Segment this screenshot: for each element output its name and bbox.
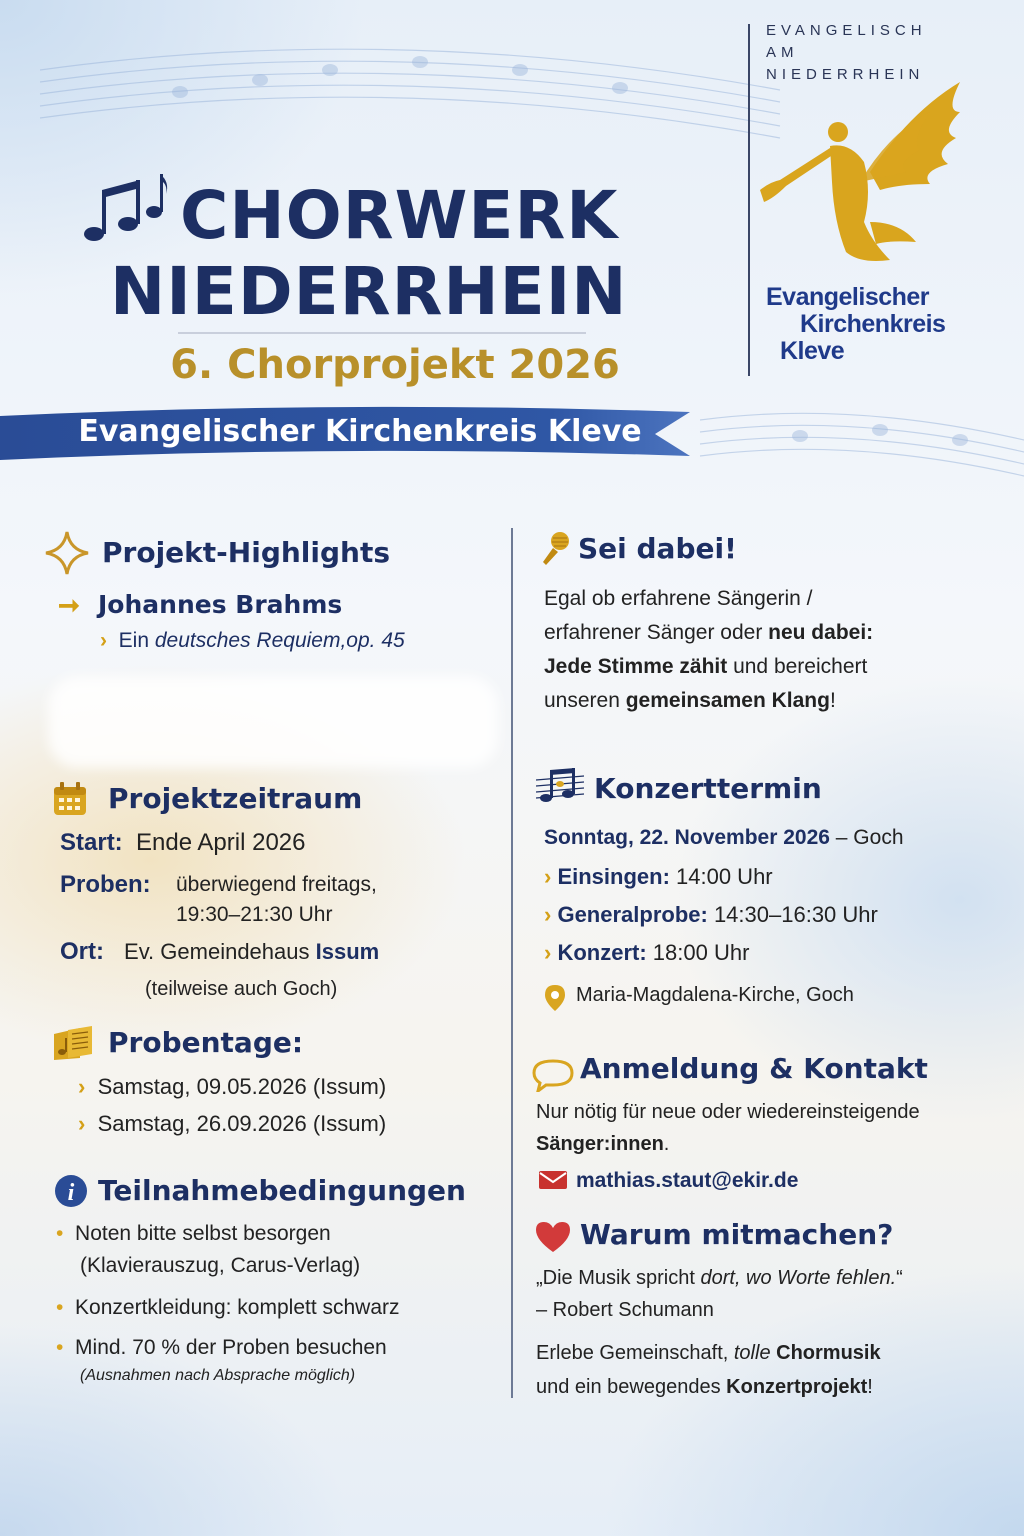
bedingung-1a: Noten bitte selbst besorgen <box>75 1222 331 1245</box>
quote-author: – Robert Schumann <box>536 1299 714 1321</box>
blank-area <box>48 676 498 768</box>
dabei-2a: erfahrener Sänger oder <box>544 621 769 644</box>
start-label: Start: <box>60 829 123 856</box>
list-item <box>78 1068 386 1105</box>
warum-line-1 <box>536 1336 1016 1370</box>
brand-name-3: Kleve <box>780 337 845 365</box>
schedule-value: 14:00 Uhr <box>669 864 773 889</box>
title-divider <box>178 332 586 334</box>
konzert-title: Konzerttermin <box>594 772 822 805</box>
proben-value-1: überwiegend freitags, <box>176 873 377 896</box>
probentag-2: Samstag, 26.09.2026 (Issum) <box>97 1111 387 1136</box>
list-item <box>78 1105 386 1142</box>
brand-name-2: Kirchenkreis <box>800 310 946 338</box>
anmeldung-2a: Sänger:innen <box>536 1133 664 1155</box>
bedingung-2: Konzertkleidung: komplett schwarz <box>75 1296 400 1319</box>
start-row <box>60 826 305 860</box>
dabei-line-4 <box>544 684 1004 718</box>
proben-value-2: 19:30–21:30 Uhr <box>176 903 333 926</box>
dabei-2c: : <box>866 621 874 644</box>
chevron-right-icon: › <box>544 864 552 889</box>
sheet-music-icon <box>52 1024 96 1062</box>
quote-line <box>536 1262 1016 1294</box>
brand-name <box>766 284 986 365</box>
proben-value <box>176 870 377 930</box>
bedingungen-list <box>56 1218 506 1388</box>
chevron-right-icon: › <box>78 1074 86 1099</box>
map-pin-icon <box>544 984 566 1012</box>
bedingung-note: (Ausnahmen nach Absprache möglich) <box>80 1367 356 1384</box>
chevron-right-icon: › <box>100 629 107 652</box>
chevron-right-icon: › <box>544 940 552 965</box>
bedingung-3: Mind. 70 % der Proben besuchen <box>75 1336 387 1359</box>
brand-name-1: Evangelischer <box>766 283 930 311</box>
bedingungen-title: Teilnahmebedingungen <box>98 1174 466 1207</box>
dabei-line-1: Egal ob erfahrene Sängerin / <box>544 587 813 610</box>
warum-2b: Konzertprojekt <box>726 1376 868 1398</box>
chevron-right-icon: › <box>78 1111 86 1136</box>
ort-bold: Issum <box>315 939 380 964</box>
list-item <box>544 896 878 934</box>
dabei-text <box>544 582 1004 718</box>
calendar-icon <box>52 781 88 817</box>
work-title <box>100 626 405 656</box>
composer-name: Johannes Brahms <box>98 590 343 619</box>
warum-text <box>536 1336 1016 1404</box>
work-prefix: Ein <box>118 629 155 652</box>
warum-line-2 <box>536 1370 1016 1404</box>
list-item <box>544 934 878 972</box>
arrow-icon: ➞ <box>58 590 80 620</box>
warum-2a: und ein bewegendes <box>536 1376 727 1398</box>
probentage-list <box>78 1068 386 1142</box>
dabei-line-3 <box>544 650 1004 684</box>
quote-c: “ <box>896 1267 903 1289</box>
subtitle: 6. Chorprojekt 2026 <box>170 342 620 388</box>
warum-1a: Erlebe Gemeinschaft, <box>536 1342 734 1364</box>
banner-title: Evangelischer Kirchenkreis Kleve <box>78 414 642 449</box>
konzert-date <box>544 822 904 854</box>
highlights-title: Projekt-Highlights <box>102 536 391 569</box>
dabei-line-2 <box>544 616 1004 650</box>
sparkle-icon <box>44 530 90 576</box>
dabei-title: Sei dabei! <box>578 532 737 565</box>
anmeldung-line-1: Nur nötig für neue oder wiedereinsteigende <box>536 1101 920 1123</box>
dabei-3b: und bereichert <box>727 655 868 678</box>
brand-divider <box>748 24 750 376</box>
quote-a: „Die Musik spricht <box>536 1267 701 1289</box>
list-item: • Noten bitte selbst besorgen <box>56 1222 331 1245</box>
heart-icon <box>534 1220 572 1254</box>
title-line-2: NIEDERRHEIN <box>110 253 628 330</box>
quote-b: dort, wo Worte fehlen. <box>700 1267 897 1289</box>
anmeldung-title: Anmeldung & Kontakt <box>580 1052 928 1085</box>
info-icon <box>54 1174 88 1208</box>
probentage-title: Probentage: <box>108 1026 304 1059</box>
ort-label: Ort: <box>60 938 104 965</box>
work-italic: deutsches Requiem <box>154 629 341 652</box>
ort-note: (teilweise auch Goch) <box>145 978 338 1000</box>
dabei-3a: Jede Stimme zähit <box>544 655 728 678</box>
schedule-value: 18:00 Uhr <box>646 940 750 965</box>
microphone-icon <box>540 530 572 566</box>
list-item: • Konzertkleidung: komplett schwarz <box>56 1296 400 1319</box>
schedule-value: 14:30–16:30 Uhr <box>707 902 878 927</box>
konzert-date-rest: – Goch <box>829 826 904 849</box>
konzert-location: Maria-Magdalena-Kirche, Goch <box>576 984 854 1006</box>
warum-1d: Chormusik <box>776 1342 881 1364</box>
probentag-1: Samstag, 09.05.2026 (Issum) <box>97 1074 387 1099</box>
title-line-1: CHORWERK <box>180 177 619 254</box>
mail-icon <box>538 1170 568 1190</box>
proben-label-text: Proben: <box>60 871 151 898</box>
column-divider <box>511 528 513 1398</box>
speech-bubble-icon <box>532 1058 574 1092</box>
anmeldung-text <box>536 1096 1006 1160</box>
dabei-4c: ! <box>829 689 836 712</box>
start-value: Ende April 2026 <box>136 829 306 856</box>
angel-trumpet-logo <box>760 72 970 272</box>
chevron-right-icon: › <box>544 902 552 927</box>
anmeldung-line-2 <box>536 1128 1006 1160</box>
schedule-label: Einsingen: <box>557 864 670 889</box>
warum-title: Warum mitmachen? <box>580 1218 894 1251</box>
dabei-4a: unseren <box>544 689 626 712</box>
proben-label <box>60 868 151 902</box>
main-title <box>110 178 670 330</box>
bedingung-1b: (Klavierauszug, Carus-Verlag) <box>80 1254 361 1277</box>
schedule-label: Konzert: <box>557 940 647 965</box>
svg-text:i: i <box>67 1180 75 1206</box>
konzert-schedule <box>544 858 878 972</box>
brand-tagline-2: NIEDERRHEIN <box>766 66 925 83</box>
zeitraum-title: Projektzeitraum <box>108 782 363 815</box>
brand-tagline-1: EVANGELISCH AM <box>766 22 927 61</box>
list-item: • Mind. 70 % der Proben besuchen <box>56 1336 387 1359</box>
warum-quote <box>536 1262 1016 1326</box>
work-suffix: ,op. 45 <box>340 629 405 652</box>
music-notes-icon <box>536 766 584 806</box>
list-item <box>544 858 878 896</box>
dabei-4b: gemeinsamen Klang <box>625 689 830 712</box>
ort-row <box>60 935 379 969</box>
email-link[interactable]: mathias.staut@ekir.de <box>576 1169 799 1192</box>
schedule-label: Generalprobe: <box>557 902 708 927</box>
konzert-date-bold: Sonntag, 22. November 2026 <box>544 826 830 849</box>
anmeldung-2b: . <box>663 1133 670 1155</box>
warum-2c: ! <box>867 1376 873 1398</box>
warum-1b: tolle <box>733 1342 771 1364</box>
dabei-2b: neu dabei <box>768 621 867 644</box>
ort-value: Ev. Gemeindehaus <box>124 939 316 964</box>
